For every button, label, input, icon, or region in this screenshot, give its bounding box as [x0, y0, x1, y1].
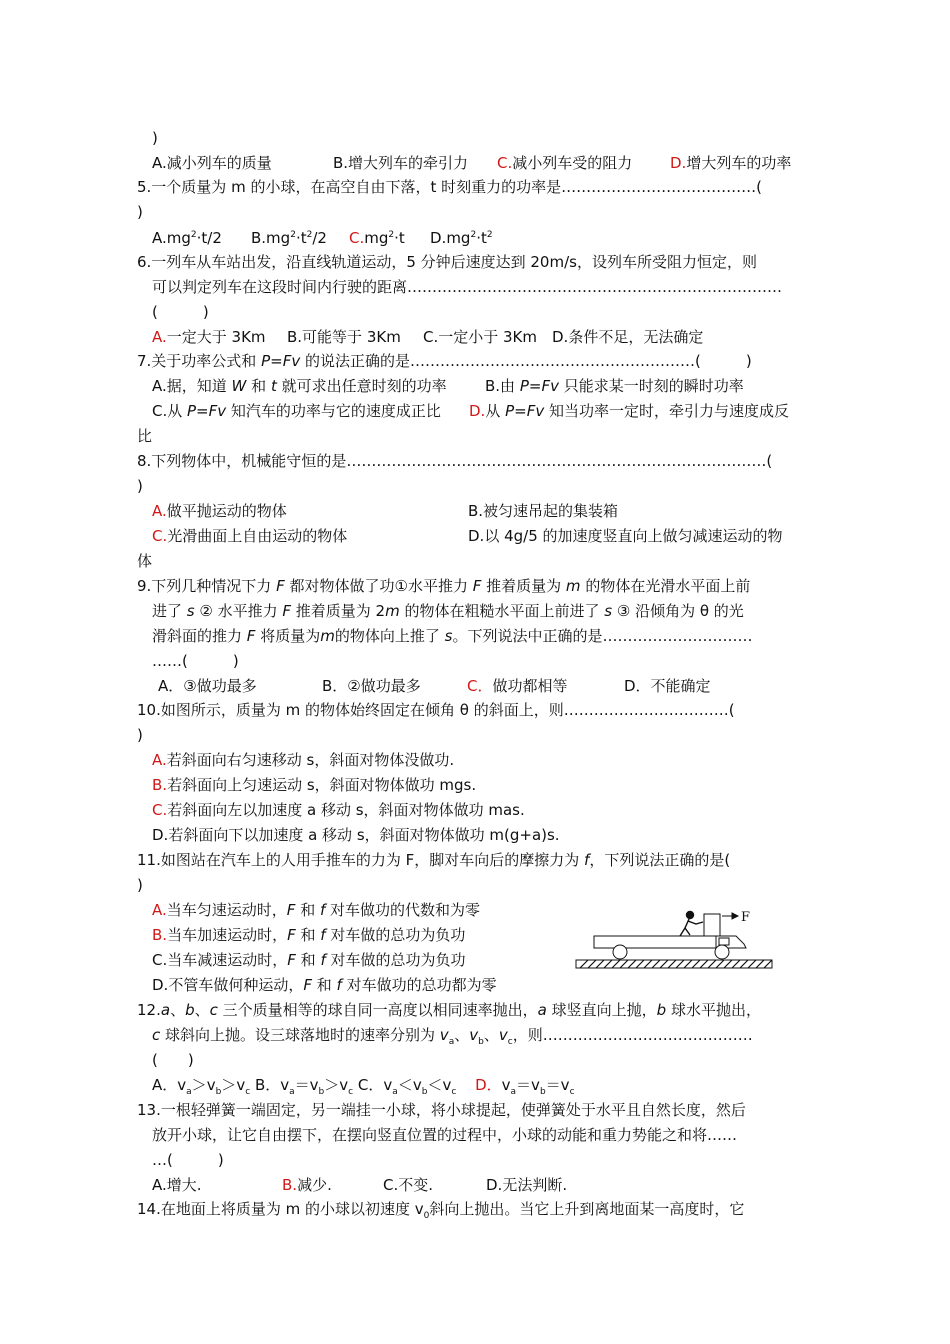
q7-stem: 7.关于功率公式和 P=Fv 的说法正确的是…………………………………………………( ) — [137, 352, 752, 370]
arrow-right-icon — [722, 913, 738, 919]
q14-stem: 14.在地面上将质量为 m 的小球以初速度 $v_0$斜向上抛出。当它上升到离地面某一高度时，它 — [137, 1200, 745, 1221]
q13-option-c: C.不变. — [383, 1176, 434, 1194]
q13-option-b: B.减少. — [282, 1176, 332, 1194]
q6-paren: ( ) — [152, 303, 209, 321]
q11-option-b: B.当车加速运动时，F 和 f 对车做的总功为负功 — [152, 926, 466, 944]
q4-paren: ) — [152, 129, 158, 147]
q6-option-a: A.一定大于 3Km — [152, 328, 266, 346]
q5-option-c: $C.mg^2\cdot t$ — [349, 229, 405, 247]
q7-option-d-cont: 比 — [137, 427, 153, 445]
q10-paren: ) — [137, 726, 143, 744]
q9-stem-line3: 滑斜面的推力 F 将质量为m的物体向上推了 s。下列说法中正确的是………………………… — [152, 627, 753, 645]
q12-stem-line1: 12.a、b、c 三个质量相等的球自同一高度以相同速率抛出，a 球竖直向上抛，b 球水平抛出， — [137, 1001, 761, 1019]
q4-option-c: C.减小列车受的阻力 — [497, 154, 633, 172]
q5-option-d: $D.mg^2\cdot t^2$ — [430, 229, 493, 247]
q13-stem-line1: 13.一根轻弹簧一端固定，另一端挂一小球，将小球提起，使弹簧处于水平且自然长度，然后 — [137, 1101, 746, 1119]
ground-hatch — [576, 960, 772, 968]
q9-option-b: B．②做功最多 — [322, 677, 421, 695]
q4-option-d: D.增大列车的功率 — [670, 154, 792, 172]
truck-body — [594, 914, 746, 948]
q7-option-b: B.由 P=Fv 只能求某一时刻的瞬时功率 — [485, 377, 744, 395]
q7-option-c: C.从 P=Fv 知汽车的功率与它的速度成正比 — [152, 402, 441, 420]
force-label: F — [741, 910, 751, 925]
q5-option-a: $A.mg^2\cdot t/2$ — [152, 229, 222, 247]
q9-paren: ……( ) — [152, 652, 239, 670]
q11-option-c: C.当车减速运动时，F 和 f 对车做的总功为负功 — [152, 951, 466, 969]
q9-option-a: A．③做功最多 — [158, 677, 257, 695]
q9-stem-line2: 进了 s ② 水平推力 F 推着质量为 2m 的物体在粗糙水平面上前进了 s ③ 沿倾角为 θ 的光 — [152, 602, 744, 620]
truck-wheels — [613, 945, 729, 959]
q5-option-b: $B.mg^2\cdot t^2/2$ — [251, 229, 327, 247]
q11-option-d: D.不管车做何种运动，F 和 f 对车做功的总功都为零 — [152, 976, 497, 994]
q4-option-b: B.增大列车的牵引力 — [333, 154, 469, 172]
person-pushing-icon — [680, 912, 703, 937]
q11-stem: 11.如图站在汽车上的人用手推车的力为 F，脚对车向后的摩擦力为 f，下列说法正确的是( — [137, 851, 731, 869]
q6-option-d: D.条件不足，无法确定 — [552, 328, 704, 346]
q10-option-d: D.若斜面向下以加速度 a 移动 s，斜面对物体做功 m(g+a)s. — [152, 826, 560, 844]
q11-paren: ) — [137, 876, 143, 894]
q10-option-b: B.若斜面向上匀速运动 s，斜面对物体做功 mgs. — [152, 776, 477, 794]
q5-paren: ) — [137, 203, 143, 221]
truck-figure-icon — [574, 906, 774, 972]
q8-option-c: C.光滑曲面上自由运动的物体 — [152, 527, 348, 545]
q8-paren: ) — [137, 477, 143, 495]
q10-option-a: A.若斜面向右匀速移动 s，斜面对物体没做功. — [152, 751, 455, 769]
q9-stem-line1: 9.下列几种情况下力 F 都对物体做了功①水平推力 F 推着质量为 m 的物体在光滑水平面上前 — [137, 577, 751, 595]
q7-option-d: D.从 P=Fv 知当功率一定时，牵引力与速度成反 — [469, 402, 790, 420]
q13-option-a: A.增大. — [152, 1176, 202, 1194]
q8-option-d: D.以 4g/5 的加速度竖直向上做匀减速运动的物 — [468, 527, 783, 545]
q8-stem: 8.下列物体中，机械能守恒的是…………………………………………………………………………( — [137, 452, 773, 470]
q12-options: A．$v_a>v_b>v_c$ B．$v_a=v_b>v_c$ C．$v_a<v_b<v_c$ D．$v_a=v_b=v_c$ — [152, 1076, 575, 1097]
q9-option-d: D．不能确定 — [624, 677, 711, 695]
q7-option-a: A.据，知道 W 和 t 就可求出任意时刻的功率 — [152, 377, 447, 395]
q6-stem-line2: 可以判定列车在这段时间内行驶的距离………………………………………………………………… — [152, 278, 783, 296]
q5-stem: 5.一个质量为 m 的小球，在高空自由下落，t 时刻重力的功率是…………………………………( — [137, 178, 762, 196]
q10-stem: 10.如图所示，质量为 m 的物体始终固定在倾角 θ 的斜面上，则……………………………( — [137, 701, 735, 719]
q9-option-c: C．做功都相等 — [467, 677, 568, 695]
q8-option-a: A.做平抛运动的物体 — [152, 502, 287, 520]
q8-option-b: B.被匀速吊起的集装箱 — [468, 502, 619, 520]
q10-option-c: C.若斜面向左以加速度 a 移动 s，斜面对物体做功 mas. — [152, 801, 525, 819]
q6-option-c: C.一定小于 3Km — [423, 328, 538, 346]
q13-paren: …( ) — [152, 1151, 224, 1169]
q6-stem-line1: 6.一列车从车站出发，沿直线轨道运动，5 分钟后速度达到 20m/s，设列车所受阻力恒定，则 — [137, 253, 757, 271]
q13-stem-line2: 放开小球，让它自由摆下，在摆向竖直位置的过程中，小球的动能和重力势能之和将…… — [152, 1126, 738, 1144]
q6-option-b: B.可能等于 3Km — [287, 328, 401, 346]
q8-option-d-cont: 体 — [137, 552, 153, 570]
q13-option-d: D.无法判断. — [486, 1176, 568, 1194]
q4-option-a: A.减小列车的质量 — [152, 154, 272, 172]
q12-paren: ( ) — [152, 1051, 194, 1069]
q11-option-a: A.当车匀速运动时，F 和 f 对车做功的代数和为零 — [152, 901, 481, 919]
q12-stem-line2: c 球斜向上抛。设三球落地时的速率分别为 $v_a$、$v_b$、$v_c$，则…………………………………… — [152, 1026, 753, 1047]
